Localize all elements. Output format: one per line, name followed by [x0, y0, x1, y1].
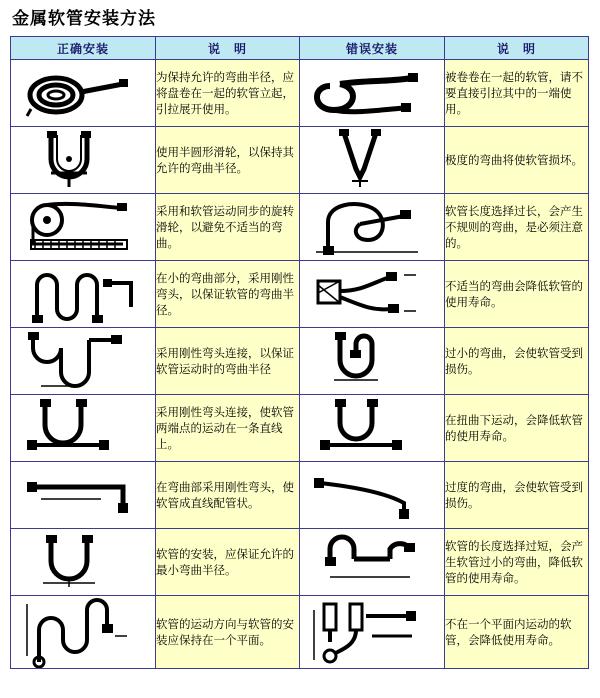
rigid-elbow-straight-piping-figure	[11, 469, 155, 521]
coiled-hose-pulled-straight-figure	[300, 64, 444, 122]
description-wrong: 过度的弯曲，会使软管受到损伤。	[445, 462, 589, 529]
description-correct: 软管的安装，应保证允许的最小弯曲半径。	[156, 529, 300, 596]
figure-cell-wrong	[300, 194, 445, 261]
table-row	[11, 395, 589, 462]
figure-cell-correct	[11, 261, 156, 328]
too-small-bend-radius-figure	[300, 330, 444, 392]
description-wrong: 过小的弯曲，会使软管受到损伤。	[445, 328, 589, 395]
description-correct: 在弯曲部采用刚性弯头，使软管成直线配管状。	[156, 462, 300, 529]
description-wrong: 在扭曲下运动，会降低软管的使用寿命。	[445, 395, 589, 462]
description-correct: 在小的弯曲部分，采用刚性弯头，以保证软管的弯曲半径。	[156, 261, 300, 328]
rigid-elbow-small-bend-figure	[11, 263, 155, 325]
description-correct: 为保持允许的弯曲半径，应将盘卷在一起的软管立起，引拉展开使用。	[156, 60, 300, 127]
description-correct: 使用半圆形滑轮，以保持其允许的弯曲半径。	[156, 127, 300, 194]
figure-cell-wrong	[300, 529, 445, 596]
table-row	[11, 261, 589, 328]
figure-cell-wrong	[300, 328, 445, 395]
figure-cell-wrong	[300, 261, 445, 328]
description-wrong: 极度的弯曲将使软管损坏。	[445, 127, 589, 194]
page-title: 金属软管安装方法	[12, 9, 156, 29]
description-wrong: 被卷卷在一起的软管，请不要直接引拉其中的一端使用。	[445, 60, 589, 127]
figure-cell-correct	[11, 60, 156, 127]
coiled-hose-standing-reel-figure	[11, 64, 155, 122]
figure-cell-wrong	[300, 395, 445, 462]
figure-cell-correct	[11, 395, 156, 462]
figure-cell-wrong	[300, 127, 445, 194]
description-wrong: 软管长度选择过长，会产生不规则的弯曲，是必须注意的。	[445, 194, 589, 261]
column-header-wrong-install: 错误安装	[300, 37, 445, 60]
rotating-sheave-with-chain-figure	[11, 196, 155, 258]
table-header	[11, 37, 589, 60]
figure-cell-wrong	[300, 60, 445, 127]
table-row	[11, 596, 589, 669]
figure-cell-wrong	[300, 596, 445, 669]
overlong-hose-small-bend-figure	[300, 533, 444, 591]
table-header-row	[11, 37, 589, 60]
figure-cell-correct	[11, 529, 156, 596]
column-header-correct-install: 正确安装	[11, 37, 156, 60]
description-correct: 采用刚性弯头连接，以保证软管运动时的弯曲半径	[156, 328, 300, 395]
figure-cell-correct	[11, 462, 156, 529]
minimum-bend-radius-u-loop-figure	[11, 533, 155, 591]
table-row	[11, 462, 589, 529]
description-correct: 采用刚性弯头连接，使软管两端点的运动在一条直线上。	[156, 395, 300, 462]
description-correct: 采用和软管运动同步的旋转滑轮，以避免不适当的弯曲。	[156, 194, 300, 261]
overlong-hose-irregular-bend-figure	[300, 196, 444, 258]
figure-cell-correct	[11, 194, 156, 261]
figure-cell-correct	[11, 127, 156, 194]
table-row	[11, 328, 589, 395]
improper-bend-at-fitting-figure	[300, 263, 444, 325]
description-wrong: 软管的长度选择过短，会产生软管过小的弯曲，降低软管的使用寿命。	[445, 529, 589, 596]
table-row	[11, 529, 589, 596]
description-correct: 软管的运动方向与软管的安装应保持在一个平面。	[156, 596, 300, 669]
sharp-v-bend-hose-figure	[300, 129, 444, 191]
figure-cell-wrong	[300, 462, 445, 529]
figure-cell-correct	[11, 596, 156, 669]
rigid-elbow-both-ends-straight-line-figure	[11, 397, 155, 459]
rigid-elbow-long-u-run-figure	[11, 330, 155, 392]
table-body	[11, 60, 589, 669]
twisted-hose-u-shape-figure	[300, 397, 444, 459]
description-wrong: 不适当的弯曲会降低软管的使用寿命。	[445, 261, 589, 328]
out-of-plane-motion-hose-figure	[300, 596, 444, 668]
installation-method-table	[10, 36, 589, 669]
column-header-correct-desc: 说 明	[156, 37, 300, 60]
table-row	[11, 127, 589, 194]
table-row	[11, 60, 589, 127]
figure-cell-correct	[11, 328, 156, 395]
table-row	[11, 194, 589, 261]
column-header-wrong-desc: 说 明	[445, 37, 589, 60]
motion-plane-aligned-s-bend-figure	[11, 596, 155, 668]
description-wrong: 不在一个平面内运动的软管，会降低使用寿命。	[445, 596, 589, 669]
excessive-bend-at-elbow-figure	[300, 469, 444, 521]
semicircular-sheave-u-bend-figure	[11, 129, 155, 191]
